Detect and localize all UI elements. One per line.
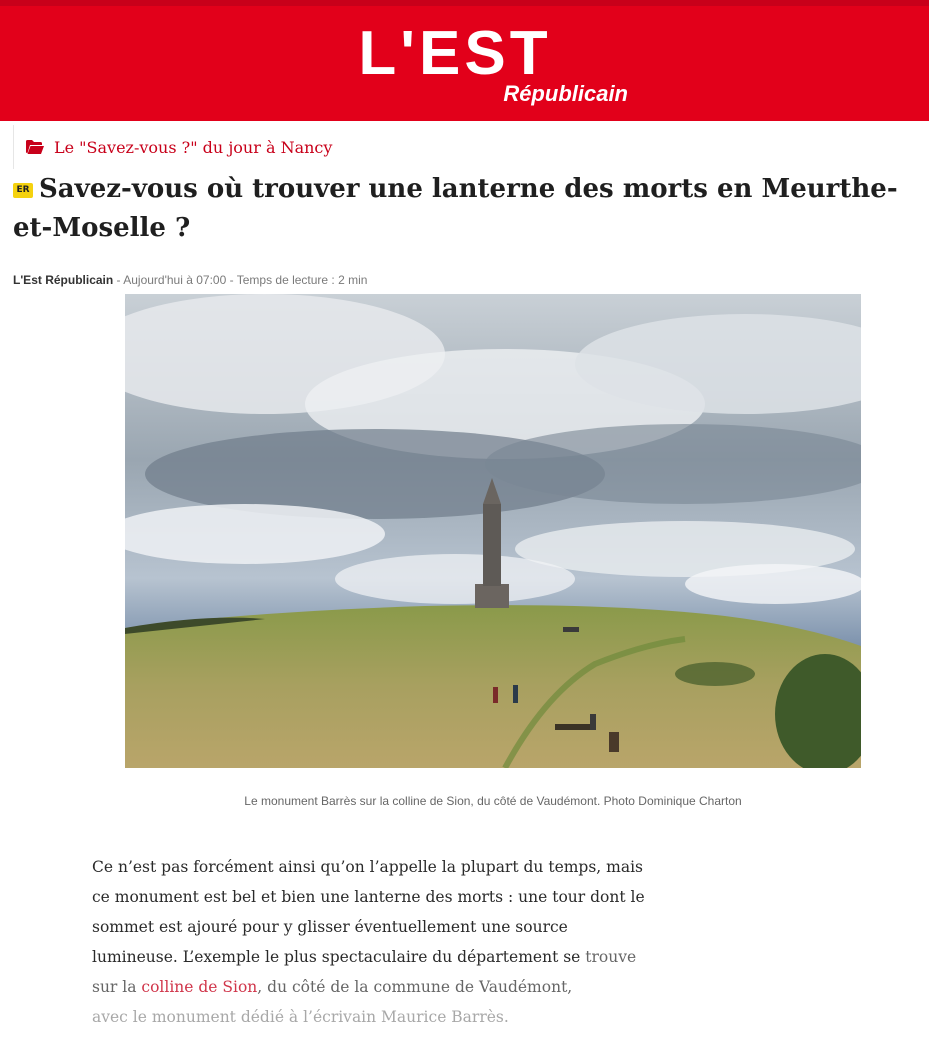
meta-separator: - bbox=[113, 273, 124, 287]
category-breadcrumb[interactable] bbox=[13, 125, 332, 169]
article-meta bbox=[13, 273, 367, 287]
body-text-part1: Ce n’est pas forcément ainsi qu’on l’appelle la plupart du temps, mais ce monument est bel et bien une lanterne des morts : une tour dont le sommet est ajouré pour y glisser éventuellement une source lumineuse. L’exemple le plus spectaculaire du département se bbox=[92, 858, 645, 966]
sion-link[interactable]: colline de Sion bbox=[141, 978, 258, 996]
article-body bbox=[92, 852, 652, 1032]
reading-time: Temps de lecture : 2 min bbox=[236, 273, 368, 287]
article-time: Aujourd'hui à 07:00 bbox=[123, 273, 227, 287]
category-label[interactable]: Le "Savez-vous ?" du jour à Nancy bbox=[54, 137, 333, 157]
body-text-part2: trouve sur la bbox=[92, 948, 637, 996]
article-author[interactable]: L'Est Républicain bbox=[13, 273, 114, 287]
meta-separator: - bbox=[226, 273, 237, 287]
monument-base bbox=[475, 584, 509, 608]
article-photo[interactable] bbox=[125, 294, 861, 768]
photo-caption: Le monument Barrès sur la colline de Sion, du côté de Vaudémont. Photo Dominique Charton bbox=[244, 794, 742, 808]
premium-badge: ER bbox=[13, 183, 33, 198]
hill bbox=[125, 605, 861, 768]
monument-tower bbox=[483, 504, 501, 586]
article-title-text: Savez-vous où trouver une lanterne des morts en Meurthe-et-Moselle ? bbox=[13, 174, 898, 243]
header-top-strip bbox=[0, 0, 929, 6]
body-text-part4: avec le monument dédié à l’écrivain Maurice Barrès. bbox=[92, 1008, 509, 1026]
article-header bbox=[13, 170, 923, 248]
folder-icon bbox=[26, 140, 44, 154]
logo-sub-text: Républicain bbox=[503, 81, 628, 106]
body-text-part3: , du côté de la commune de Vaudémont, bbox=[257, 978, 573, 996]
site-logo[interactable] bbox=[270, 14, 640, 114]
article-title bbox=[13, 170, 923, 248]
logo-main-text: L'EST bbox=[358, 19, 552, 88]
site-header bbox=[0, 0, 929, 121]
